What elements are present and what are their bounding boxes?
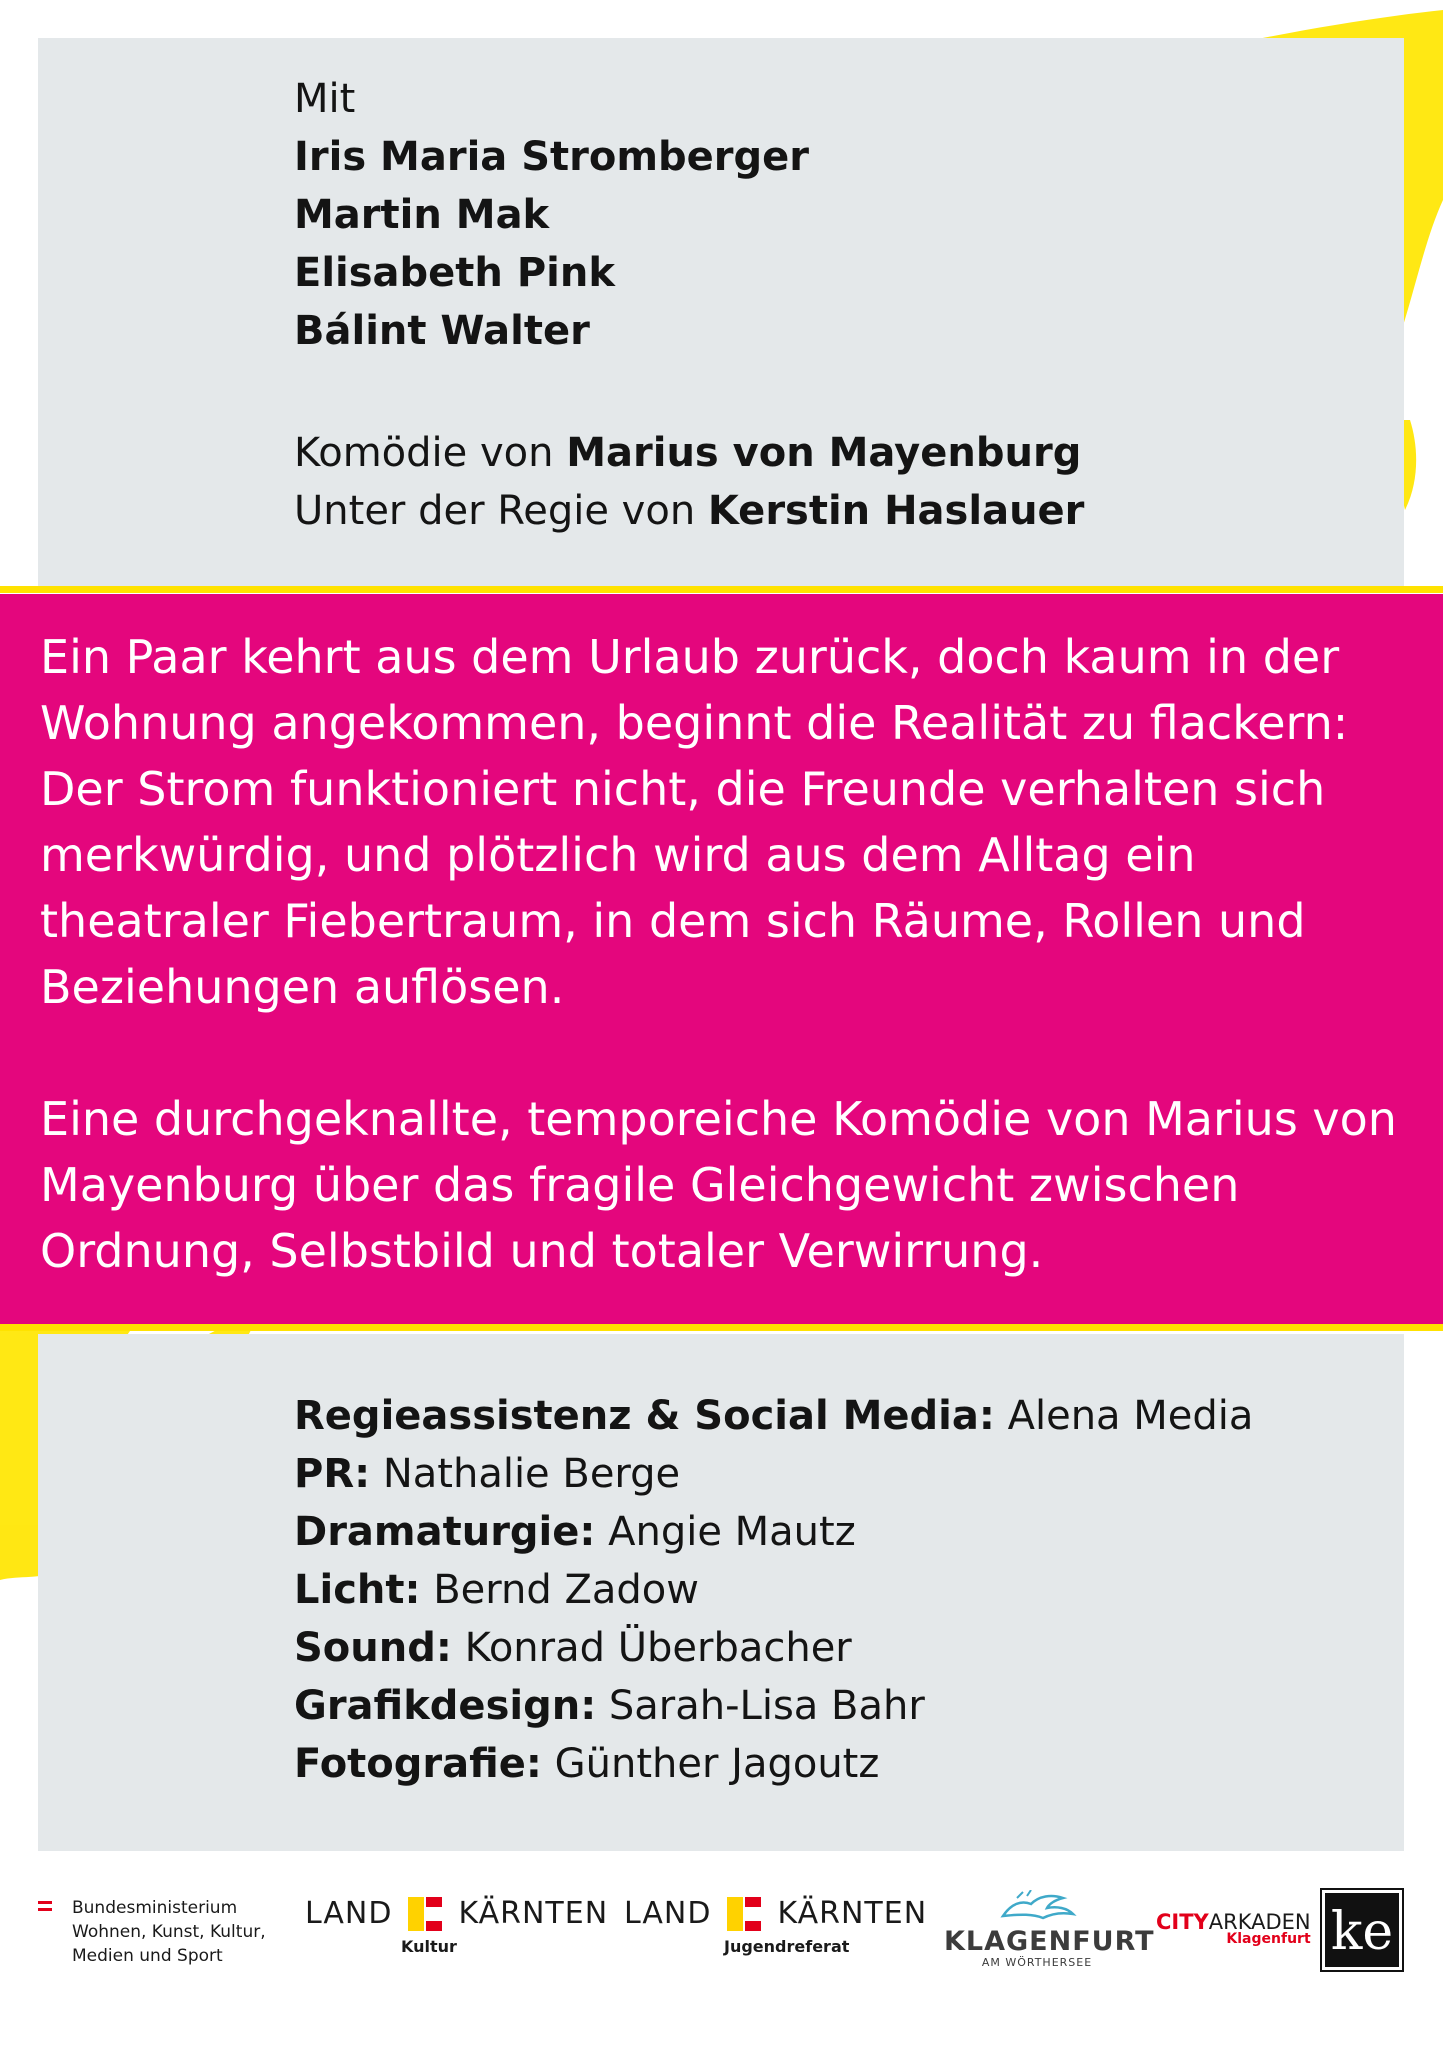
crew-name: Angie Mautz [608, 1509, 856, 1555]
crew-name: Alena Media [1007, 1393, 1254, 1439]
bund-line: Bundesministerium [72, 1898, 238, 1918]
director-label: Unter der Regie von [294, 488, 696, 534]
ke-logo: ke [1322, 1890, 1402, 1970]
arkaden-word: ARKADEN [1208, 1910, 1311, 1934]
crew-role: PR: [294, 1451, 371, 1497]
bund-line: Wohnen, Kunst, Kultur, [72, 1922, 266, 1942]
cast-intro: Mit [294, 76, 356, 122]
synopsis-paragraph: Ein Paar kehrt aus dem Urlaub zurück, doch kaum in der Wohnung angekommen, beginnt die Realität zu flackern: Der Strom funktioniert nicht, die Freunde verhalten sich merkwürdig, und plötzlich wird aus dem Alltag ein theatraler Fiebertraum, in dem sich Räume, Rollen und Beziehungen auflösen. [40, 630, 1349, 1014]
director-name: Kerstin Haslauer [707, 488, 1085, 534]
cast-member: Elisabeth Pink [294, 250, 615, 296]
crew-role: Dramaturgie: [294, 1509, 596, 1555]
kaernten-word: KÄRNTEN [458, 1896, 609, 1931]
land-kaernten-kultur-logo [305, 1895, 608, 1956]
lindwurm-icon [997, 1890, 1077, 1922]
land-word: LAND [624, 1896, 712, 1931]
crew-row [294, 1735, 1253, 1793]
bund-line: Medien und Sport [72, 1946, 223, 1966]
klagenfurt-name: KLAGENFURT [944, 1926, 1155, 1957]
yellow-divider-bottom [0, 1324, 1443, 1331]
crew-row [294, 1619, 1253, 1677]
director-credit [294, 482, 1084, 540]
crew-name: Bernd Zadow [433, 1567, 699, 1613]
cast-member: Bálint Walter [294, 308, 590, 354]
crew-role: Licht: [294, 1567, 421, 1613]
crew-name: Sarah-Lisa Bahr [608, 1683, 925, 1729]
cityarkaden-place: Klagenfurt [1226, 1931, 1311, 1947]
crew-name: Konrad Überbacher [464, 1625, 852, 1671]
synopsis-paragraph: Eine durchgeknallte, temporeiche Komödie von Marius von Mayenburg über das fragile Gleichgewicht zwischen Ordnung, Selbstbild und totaler Verwirrung. [40, 1092, 1397, 1278]
austria-flag-icon [38, 1901, 52, 1911]
bundesministerium-logo [38, 1896, 266, 1968]
author-name: Marius von Mayenburg [566, 430, 1082, 476]
klagenfurt-sub: AM WÖRTHERSEE [981, 1956, 1093, 1969]
crew-name: Günther Jagoutz [554, 1741, 880, 1787]
city-word: CITY [1156, 1910, 1209, 1934]
kaernten-mark-icon [408, 1897, 442, 1931]
klagenfurt-logo [944, 1890, 1155, 1969]
comedy-label: Komödie von [294, 430, 554, 476]
crew-row [294, 1503, 1253, 1561]
crew-row [294, 1445, 1253, 1503]
crew-role: Sound: [294, 1625, 452, 1671]
cast-member: Martin Mak [294, 192, 550, 238]
crew-role: Grafikdesign: [294, 1683, 597, 1729]
crew-list [294, 1387, 1253, 1793]
cast-list [294, 70, 809, 360]
kaernten-sub: Kultur [401, 1937, 457, 1956]
crew-role: Regieassistenz & Social Media: [294, 1393, 995, 1439]
author-credit [294, 424, 1084, 482]
synopsis-text [40, 624, 1420, 1284]
yellow-divider-top [0, 586, 1443, 593]
crew-row [294, 1387, 1253, 1445]
land-word: LAND [305, 1896, 393, 1931]
production-credits [294, 424, 1084, 540]
land-kaernten-jugendreferat-logo [624, 1895, 927, 1956]
kaernten-word: KÄRNTEN [777, 1896, 928, 1931]
kaernten-sub: Jugendreferat [724, 1937, 850, 1956]
crew-row [294, 1561, 1253, 1619]
crew-role: Fotografie: [294, 1741, 542, 1787]
cast-member: Iris Maria Stromberger [294, 134, 809, 180]
crew-row [294, 1677, 1253, 1735]
crew-name: Nathalie Berge [382, 1451, 681, 1497]
kaernten-mark-icon [727, 1897, 761, 1931]
cityarkaden-logo [1156, 1910, 1311, 1947]
